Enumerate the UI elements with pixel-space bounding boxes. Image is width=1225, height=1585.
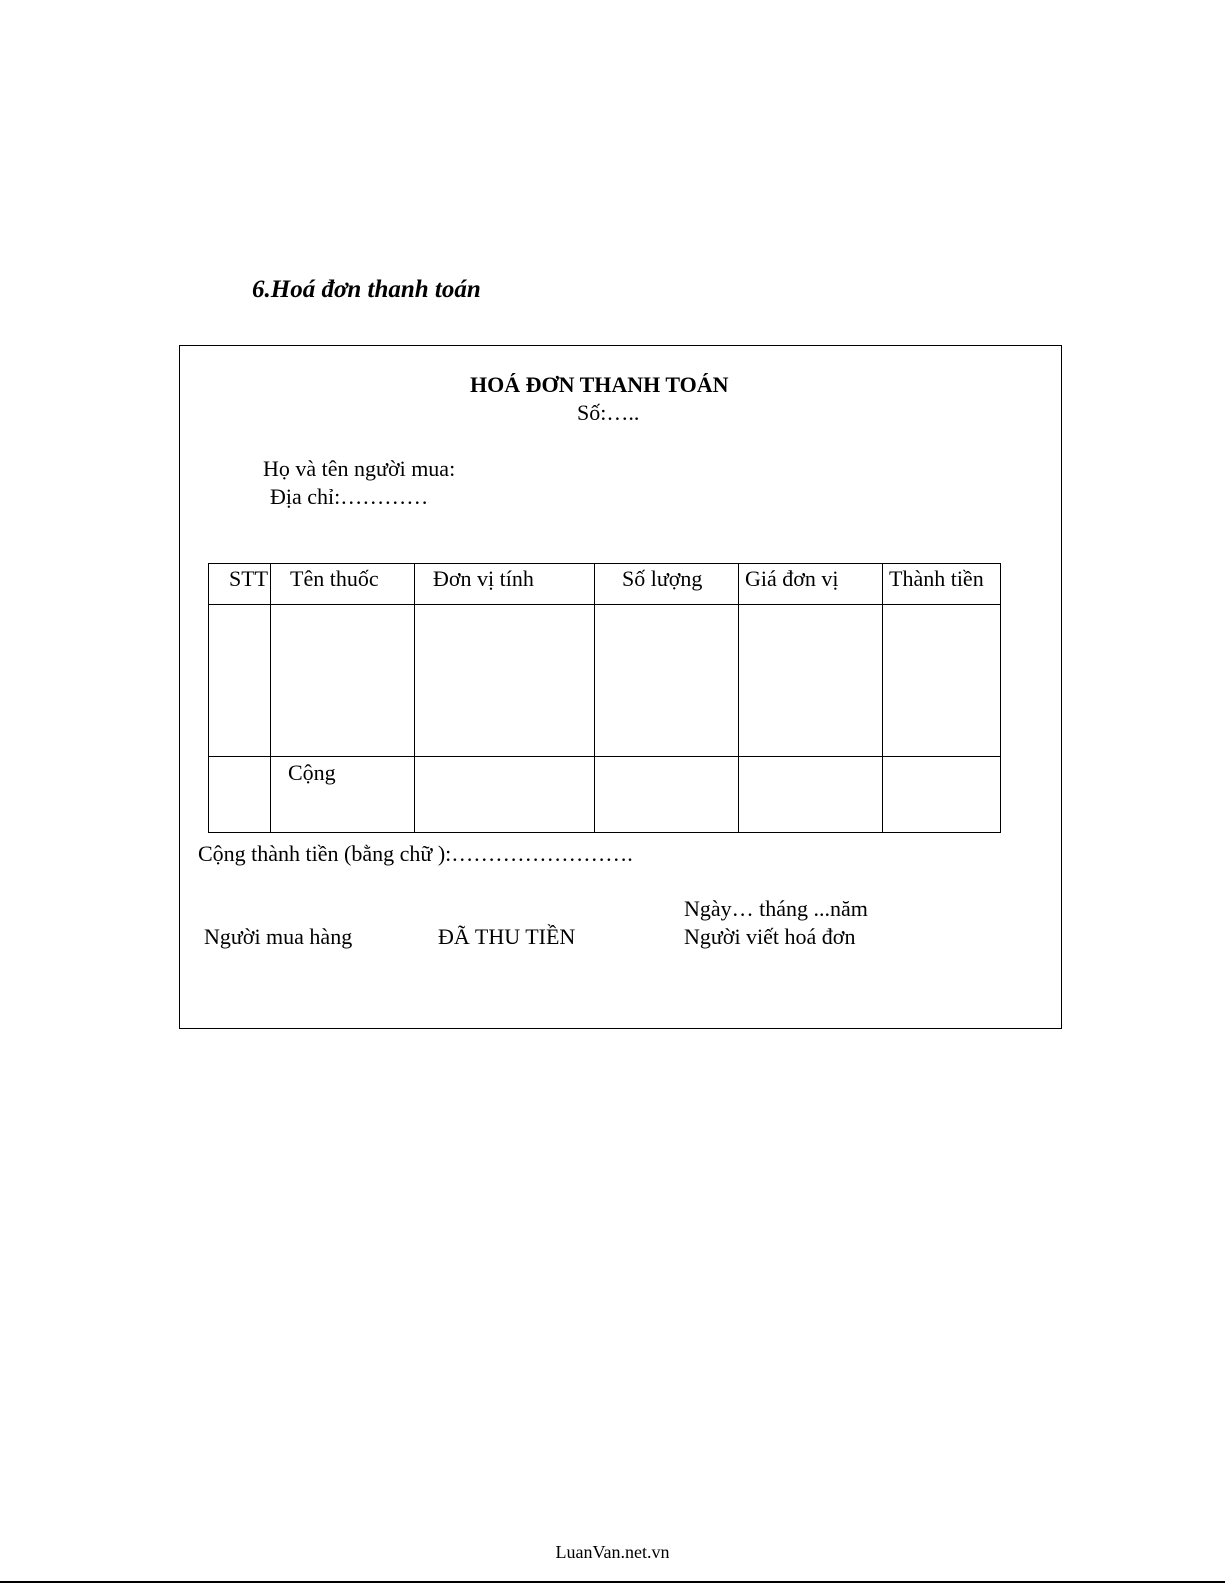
table-col-line-2 bbox=[414, 563, 415, 833]
section-heading: 6.Hoá đơn thanh toán bbox=[252, 276, 481, 303]
issuer-signature-label: Người viết hoá đơn bbox=[684, 924, 856, 949]
table-col-line-0 bbox=[208, 563, 209, 833]
table-col-line-5 bbox=[882, 563, 883, 833]
table-header-amount: Thành tiền bbox=[889, 566, 984, 591]
paid-label: ĐÃ THU TIỀN bbox=[438, 924, 576, 949]
buyer-signature-label: Người mua hàng bbox=[204, 924, 353, 949]
table-total-row-label: Cộng bbox=[288, 760, 336, 785]
table-col-line-4 bbox=[738, 563, 739, 833]
table-col-line-3 bbox=[594, 563, 595, 833]
invoice-number: Số:….. bbox=[577, 400, 640, 425]
footer-site: LuanVan.net.vn bbox=[555, 1542, 670, 1562]
address-label: Địa chỉ:………… bbox=[270, 484, 429, 509]
bottom-rule bbox=[0, 1581, 1225, 1583]
table-col-line-1 bbox=[270, 563, 271, 833]
table-header-quantity: Số lượng bbox=[622, 566, 703, 591]
table-header-unit-price: Giá đơn vị bbox=[745, 566, 839, 591]
total-in-words-label: Cộng thành tiền (bằng chữ ):……………………. bbox=[198, 841, 633, 866]
table-header-stt: STT bbox=[229, 566, 269, 591]
invoice-title: HOÁ ĐƠN THANH TOÁN bbox=[470, 372, 729, 397]
buyer-name-label: Họ và tên người mua: bbox=[263, 456, 456, 481]
table-header-drug-name: Tên thuốc bbox=[290, 566, 379, 591]
date-label: Ngày… tháng ...năm bbox=[684, 896, 868, 921]
table-col-line-6 bbox=[1000, 563, 1001, 833]
table-header-unit: Đơn vị tính bbox=[433, 566, 534, 591]
